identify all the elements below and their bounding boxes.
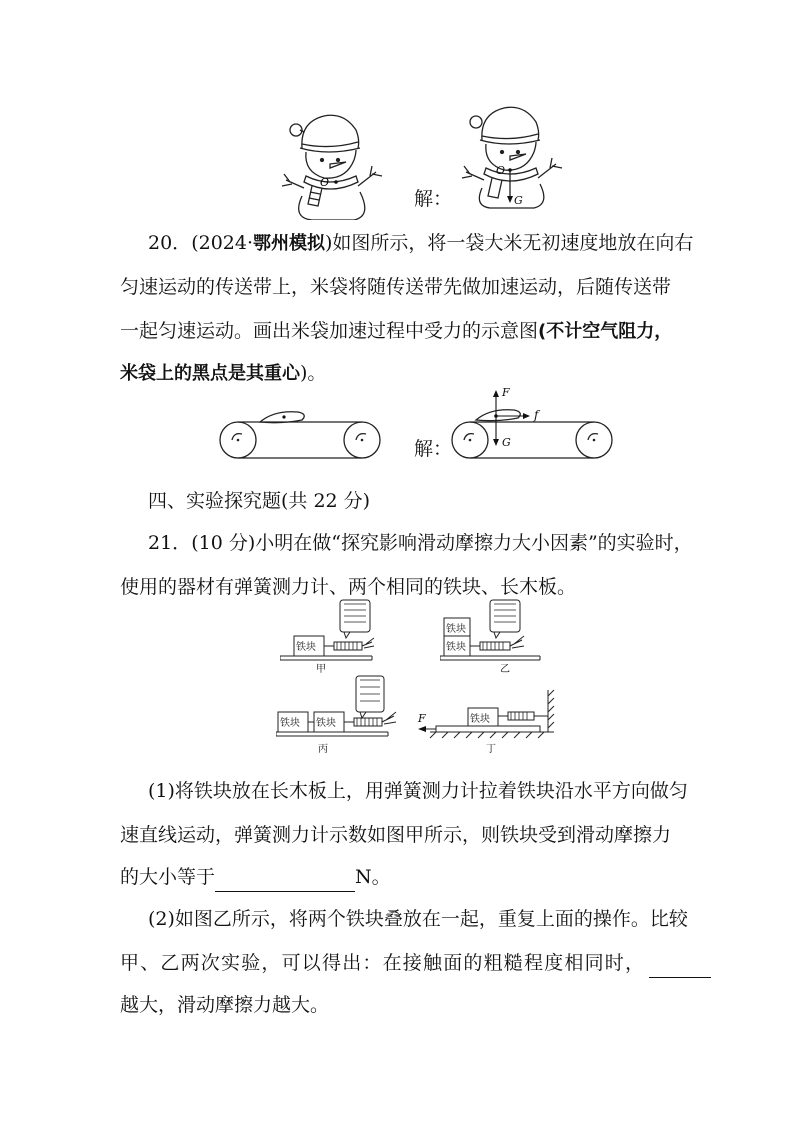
q21-p1-line3-a: 的大小等于 [120,866,216,888]
point-o2-label: O [496,164,506,177]
q21-p2-line2 [120,948,711,978]
q20-number: 20． [148,232,192,254]
block-label-c-left: 铁块 [280,718,300,729]
q20-line3 [120,316,672,347]
q20-line1-rest: 如图所示，将一袋大米无初速度地放在向右 [332,232,694,254]
conveyor-figure-right [450,386,614,464]
figure-label-ding: 丁 [486,744,496,755]
q20-answer-label: 解： [414,438,453,460]
conveyor-figure-left [218,406,384,462]
force-f-label-21: F [418,712,426,725]
q21-p2-line2-text: 甲、乙两次实验，可以得出：在接触面的粗糙程度相同时， [120,952,646,974]
q21-line2: 使用的器材有弹簧测力计、两个相同的铁块、长木板。 [120,576,577,598]
q20-line4-c: )。 [300,362,327,384]
experiment-figure-d [412,688,562,754]
q20-source-close: ) [325,232,333,254]
q21-p1-line3 [120,862,391,892]
answer-blank-1[interactable] [215,871,355,892]
force-g-label-20: G [502,436,511,449]
force-friction-label: f [534,408,539,422]
snowman-figure-left [272,100,392,220]
force-g-label-19: G [514,194,523,207]
experiment-figure-c [276,674,412,754]
q21-p2-line3: 越大，滑动摩擦力越大。 [120,994,330,1016]
q20-line1 [148,228,693,259]
q21-p1-line1: (1)将铁块放在长木板上，用弹簧测力计拉着铁块沿水平方向做匀 [148,780,688,802]
q20-line2: 匀速运动的传送带上，米袋将随传送带先做加速运动，后随传送带 [120,276,672,298]
q21-p1-line3-b: N。 [355,866,391,888]
experiment-figure-a [280,598,380,674]
block-label-a: 铁块 [296,642,316,653]
q21-p1-line2: 速直线运动，弹簧测力计示数如图甲所示，则铁块受到滑动摩擦力 [120,824,672,846]
snowman-figure-right [448,96,568,212]
q21-line1-text: (10 分)小明在做“探究影响滑动摩擦力大小因素”的实验时， [191,532,693,554]
q20-line4 [120,358,326,389]
q21-p2-line1: (2)如图乙所示，将两个铁块叠放在一起，重复上面的操作。比较 [148,908,688,930]
block-label-b-top: 铁块 [446,624,466,635]
point-o-label: O [320,176,330,189]
q20-source: (2024· [191,232,253,254]
experiment-figure-b [440,598,550,674]
section-title: 四、实验探究题(共 22 分) [148,490,371,512]
answer-blank-2[interactable] [649,957,711,978]
block-label-c-right: 铁块 [316,718,336,729]
q20-line4-b: 米袋上的黑点是其重心 [120,363,300,384]
block-label-b-bottom: 铁块 [446,642,466,653]
q20-source-bold: 鄂州模拟 [253,233,325,254]
q20-line3-b: (不计空气阻力， [538,321,673,342]
figure-label-yi: 乙 [500,664,510,675]
force-f-upward-label: F [502,386,510,399]
figure-label-jia: 甲 [316,664,326,675]
block-label-d: 铁块 [470,714,490,725]
figure-label-bing: 丙 [318,744,328,755]
q19-answer-label: 解： [414,188,453,210]
q21-line1 [148,528,693,558]
q20-line3-a: 一起匀速运动。画出米袋加速过程中受力的示意图 [120,320,539,342]
q21-number: 21． [148,532,192,554]
